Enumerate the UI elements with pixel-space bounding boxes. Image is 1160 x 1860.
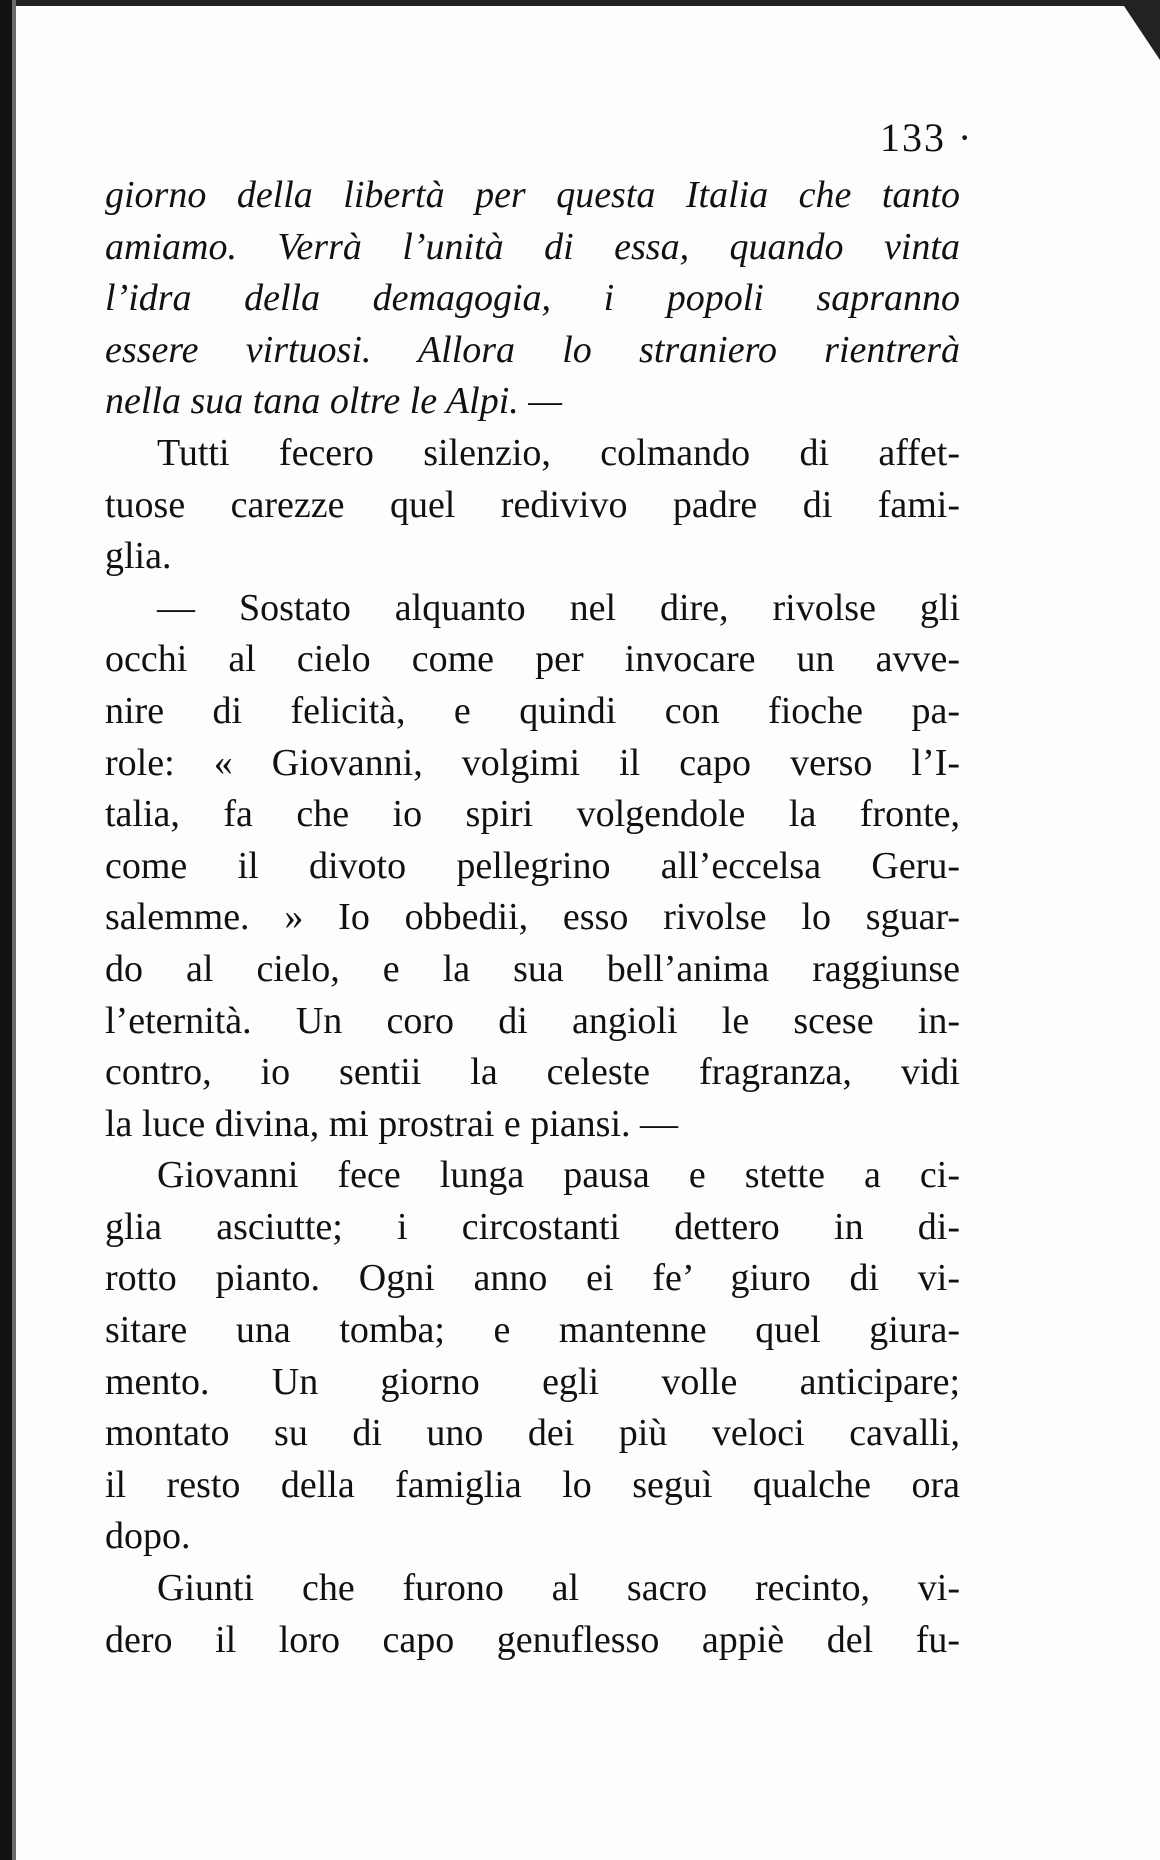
- text-line: glia asciutte; i circostanti dettero in di-: [105, 1205, 960, 1248]
- text-line: amiamo. Verrà l’unità di essa, quando vinta: [105, 225, 960, 268]
- text-line: sitare una tomba; e mantenne quel giura-: [105, 1309, 960, 1352]
- text-line: l’idra della demagogia, i popoli sapranno: [105, 277, 960, 320]
- text-line: do al cielo, e la sua bell’anima raggiunse: [105, 947, 960, 990]
- text-line: dero il loro capo genuflesso appiè del fu-: [105, 1618, 960, 1661]
- text-line: la luce divina, mi prostrai e piansi. —: [105, 1102, 679, 1145]
- text-line: tuose carezze quel redivivo padre di fami-: [105, 483, 960, 526]
- text-line: essere virtuosi. Allora lo straniero rientrerà: [105, 328, 960, 371]
- text-line: l’eternità. Un coro di angioli le scese in-: [105, 999, 960, 1042]
- scan-edge-left-shadow: [12, 0, 16, 1860]
- text-line: occhi al cielo come per invocare un avve-: [105, 638, 960, 681]
- text-line: Tutti fecero silenzio, colmando di affet-: [157, 431, 960, 474]
- text-line: glia.: [105, 535, 172, 578]
- text-line: salemme. » Io obbedii, esso rivolse lo sguar-: [105, 896, 960, 939]
- text-line: dopo.: [105, 1515, 191, 1558]
- text-line: mento. Un giorno egli volle anticipare;: [105, 1360, 960, 1403]
- text-line: role: « Giovanni, volgimi il capo verso l’I-: [105, 741, 960, 784]
- text-line: rotto pianto. Ogni anno ei fe’ giuro di vi-: [105, 1257, 960, 1300]
- scan-edge-left: [0, 0, 12, 1860]
- scan-edge-corner: [1120, 0, 1160, 60]
- text-line: talia, fa che io spiri volgendole la fronte,: [105, 793, 960, 836]
- text-line: nella sua tana oltre le Alpi. —: [105, 380, 563, 423]
- text-line: giorno della libertà per questa Italia che tanto: [105, 174, 960, 216]
- text-line: montato su di uno dei più veloci cavalli,: [105, 1412, 960, 1455]
- body-text: [105, 170, 960, 1666]
- text-line: come il divoto pellegrino all’eccelsa Geru-: [105, 844, 960, 887]
- page-number: 133 ·: [880, 115, 974, 160]
- scan-edge-top: [0, 0, 1160, 6]
- text-line: Giovanni fece lunga pausa e stette a ci-: [157, 1154, 960, 1197]
- text-line: — Sostato alquanto nel dire, rivolse gli: [157, 586, 960, 629]
- text-line: contro, io sentii la celeste fragranza, vidi: [105, 1051, 960, 1094]
- text-line: nire di felicità, e quindi con fioche pa-: [105, 689, 960, 732]
- text-line: Giunti che furono al sacro recinto, vi-: [157, 1567, 960, 1610]
- text-line: il resto della famiglia lo seguì qualche ora: [105, 1463, 960, 1506]
